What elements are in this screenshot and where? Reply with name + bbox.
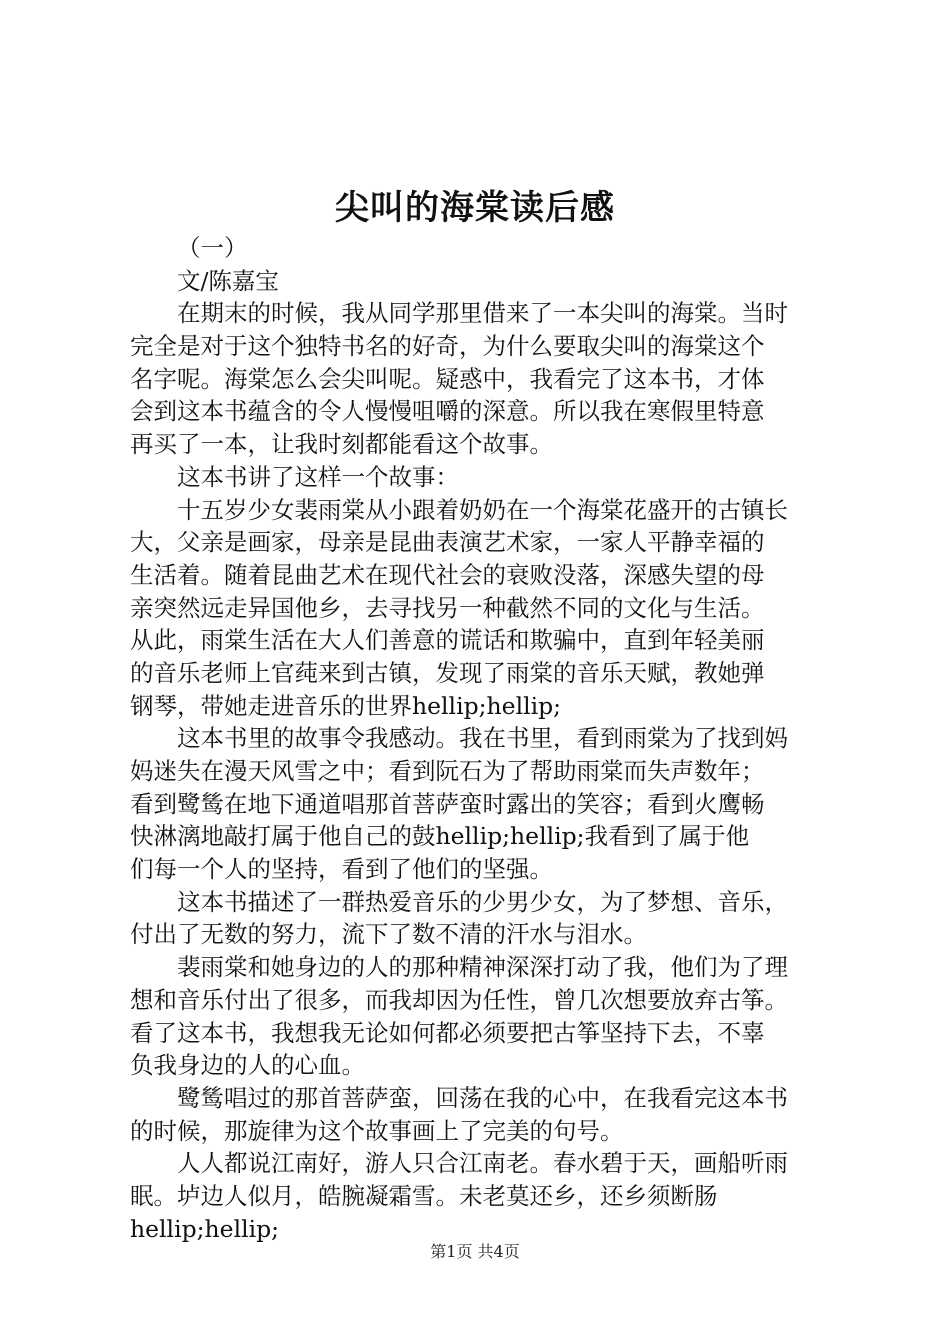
text-line: 文/陈嘉宝 [177,266,279,295]
text-line: 这本书讲了这样一个故事： [177,462,459,491]
text-line: 这本书里的故事令我感动。我在书里，看到雨棠为了找到妈 [177,724,788,753]
text-line: 的音乐老师上官莼来到古镇，发现了雨棠的音乐天赋，教她弹 [130,658,765,687]
text-line: 妈迷失在漫天风雪之中；看到阮石为了帮助雨棠而失声数年； [130,757,765,785]
text-line: 的时候，那旋律为这个故事画上了完美的句号。 [130,1116,624,1145]
text-line: 快淋漓地敲打属于他自己的鼓hellip;hellip;我看到了属于他 [130,822,750,851]
text-line: 看到鹭鸶在地下通道唱那首菩萨蛮时露出的笑容；看到火鹰畅 [130,789,765,818]
text-line: 大，父亲是画家，母亲是昆曲表演艺术家，一家人平静幸福的 [130,528,765,557]
text-line: 十五岁少女裴雨棠从小跟着奶奶在一个海棠花盛开的古镇长 [177,495,788,524]
text-line: （一） [177,234,248,262]
text-line: hellip;hellip; [130,1214,280,1243]
text-line: 这本书描述了一群热爱音乐的少男少女，为了梦想、音乐， [177,887,788,916]
text-line: 钢琴，带她走进音乐的世界hellip;hellip; [130,691,562,720]
text-line: 再买了一本，让我时刻都能看这个故事。 [130,430,553,459]
text-line: 完全是对于这个独特书名的好奇，为什么要取尖叫的海棠这个 [130,332,765,361]
document-title: 尖叫的海棠读后感 [335,188,615,228]
text-line: 从此，雨棠生活在大人们善意的谎话和欺骗中，直到年轻美丽 [130,626,765,655]
text-line: 在期末的时候，我从同学那里借来了一本尖叫的海棠。当时 [177,299,788,328]
text-line: 会到这本书蕴含的令人慢慢咀嚼的深意。所以我在寒假里特意 [130,397,765,426]
text-line: 鹭鸶唱过的那首菩萨蛮，回荡在我的心中，在我看完这本书 [177,1083,788,1112]
document-body [130,232,830,1245]
text-line: 付出了无数的努力，流下了数不清的汗水与泪水。 [130,920,647,949]
text-line: 人人都说江南好，游人只合江南老。春水碧于天，画船听雨 [177,1149,788,1178]
text-line: 们每一个人的坚持，看到了他们的坚强。 [130,855,553,884]
text-line: 想和音乐付出了很多，而我却因为任性，曾几次想要放弃古筝。 [130,985,788,1014]
text-line: 眠。垆边人似月，皓腕凝霜雪。未老莫还乡，还乡须断肠 [130,1181,718,1210]
text-line: 负我身边的人的心血。 [130,1051,365,1080]
text-line: 裴雨棠和她身边的人的那种精神深深打动了我，他们为了理 [177,953,788,982]
text-line: 生活着。随着昆曲艺术在现代社会的衰败没落，深感失望的母 [130,560,765,589]
text-line: 看了这本书，我想我无论如何都必须要把古筝坚持下去，不辜 [130,1018,765,1047]
text-line: 名字呢。海棠怎么会尖叫呢。疑惑中，我看完了这本书，才体 [130,364,765,393]
page-footer: 第1页 共4页 [430,1242,520,1261]
text-line: 亲突然远走异国他乡，去寻找另一种截然不同的文化与生活。 [130,593,765,622]
